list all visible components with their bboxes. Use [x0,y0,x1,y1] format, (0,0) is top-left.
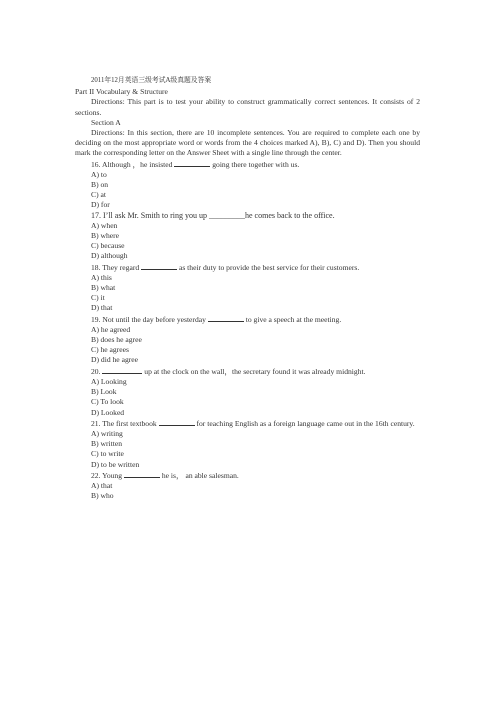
option: D) that [91,303,113,313]
option: B) written [91,439,123,449]
doc-title: 2011年12月英语三级考试A级真题及答案 [91,77,212,84]
question-stem: 20. up at the clock on the wall，the secretary found it was already midnight. [91,366,366,376]
answer-blank [174,159,210,167]
question-16 [75,159,420,211]
answer-blank [141,262,177,270]
option: A) Looking [91,376,127,386]
option: B) Look [91,387,117,397]
answer-blank [102,366,142,374]
option: A) when [91,220,118,230]
option: C) To look [91,397,124,407]
answer-blank: _________ [209,210,245,220]
option: B) who [91,491,114,501]
option: A) that [91,480,113,490]
option: C) at [91,190,106,200]
option: A) this [91,272,112,282]
option: C) it [91,293,105,303]
question-stem: 17. I’ll ask Mr. Smith to ring you up _________he comes back to the office. [91,210,335,220]
part-heading: Part II Vocabulary & Structure [75,87,168,97]
question-18 [75,262,420,314]
option: B) on [91,180,109,190]
option: A) writing [91,428,123,438]
option: D) although [91,251,128,261]
option: C) he agrees [91,345,129,355]
question-20 [75,366,420,418]
question-stem: 16. Although ，he insisted going there together with us. [91,159,300,169]
directions-paragraph-2: Directions: In this section, there are 10 incomplete sentences. You are required to complete each one by deciding on the most appropriate word or words from the 4 choices marked A), B), C) and D). Then you should mark the corresponding letter on the Answer Sheet with a single line through the center. [75,128,420,158]
question-22 [75,470,420,502]
answer-blank [159,418,195,426]
option: B) does he agree [91,335,142,345]
option: C) because [91,241,125,251]
option: D) for [91,200,110,210]
option: B) what [91,283,116,293]
question-17 [75,211,420,262]
question-stem: 18. They regard as their duty to provide the best service for their customers. [91,262,360,272]
section-heading: Section A [91,117,121,127]
option: A) he agreed [91,324,131,334]
document-body [75,76,420,501]
option: C) to write [91,449,124,459]
option: B) where [91,231,120,241]
answer-blank [208,314,244,322]
option: A) to [91,169,107,179]
option: D) did he agree [91,355,139,365]
answer-blank [124,470,160,478]
directions-paragraph-1: Directions: This part is to test your ability to construct grammatically correct sentences. It consists of 2 sections. [75,97,420,117]
question-stem: 19. Not until the day before yesterday to give a speech at the meeting. [91,314,342,324]
question-21 [75,418,420,470]
question-stem: 21. The first textbook for teaching English as a foreign language came out in the 16th century. [91,418,415,428]
option: D) Looked [91,407,125,417]
option: D) to be written [91,459,140,469]
question-stem: 22. Young he is， an able salesman. [91,470,239,480]
question-19 [75,314,420,366]
